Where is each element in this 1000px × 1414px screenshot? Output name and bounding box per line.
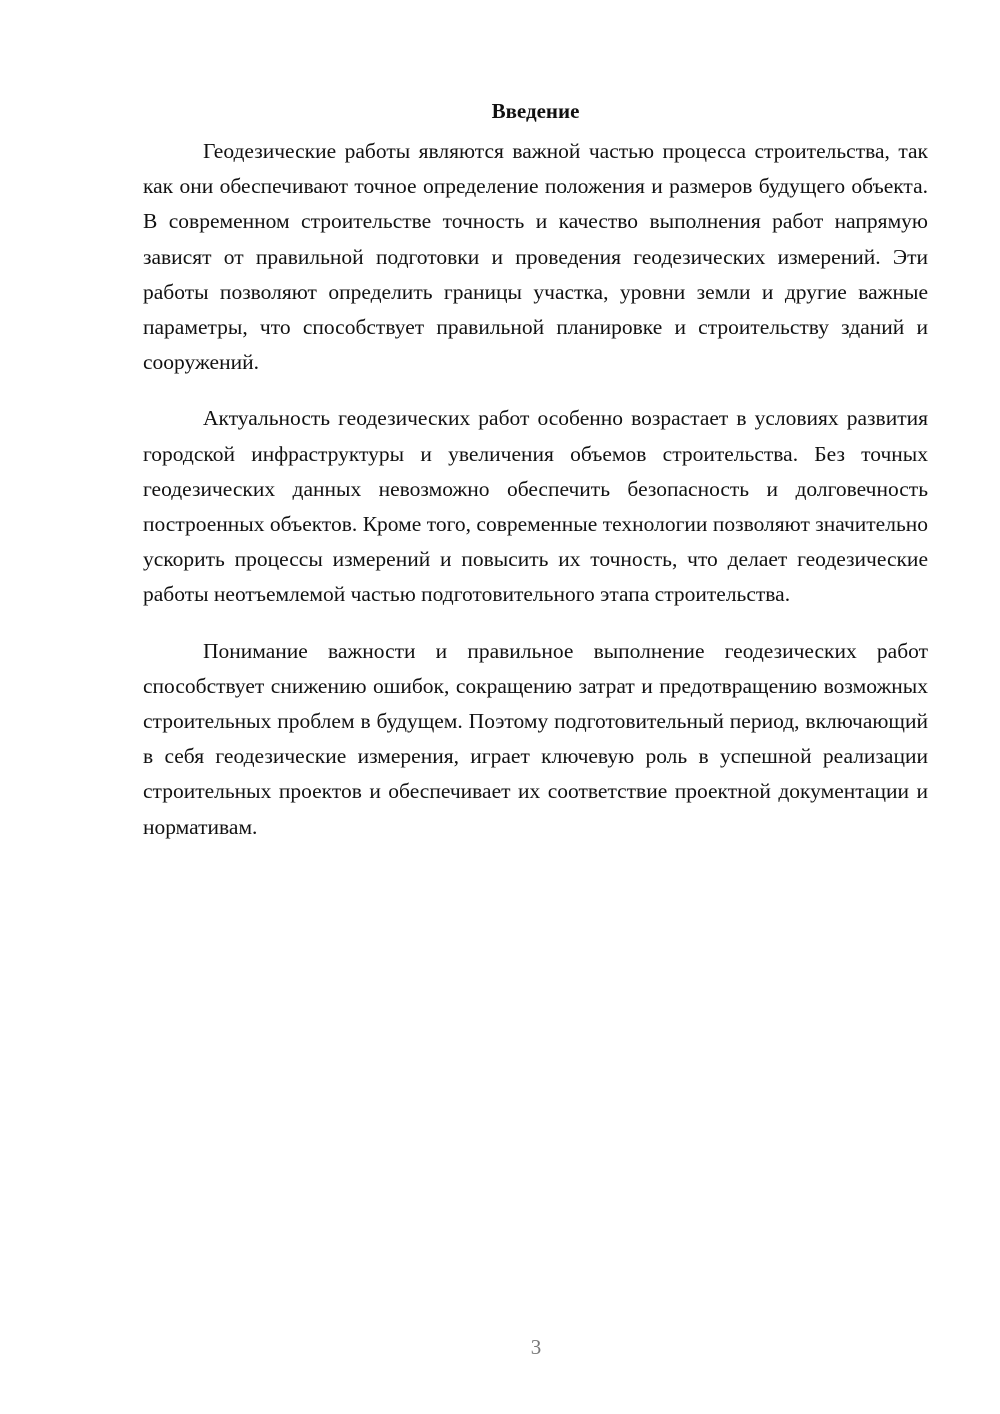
- paragraph-1: Геодезические работы являются важной частью процесса строительства, так как они обеспечивают точное определение положения и размеров будущего объекта. В современном строительстве точность и качество выполнения работ напрямую зависят от правильной подготовки и проведения геодезических измерений. Эти работы позволяют определить границы участка, уровни земли и другие важные параметры, что способствует правильной планировке и строительству зданий и сооружений.: [143, 139, 928, 375]
- page-number: 3: [530, 1335, 542, 1359]
- paragraph-2: Актуальность геодезических работ особенно возрастает в условиях развития городской инфраструктуры и увеличения объемов строительства. Без точных геодезических данных невозможно обеспечить безопасность и долговечность построенных объектов. Кроме того, современные технологии позволяют значительно ускорить процессы измерений и повысить их точность, что делает геодезические работы неотъемлемой частью подготовительного этапа строительства.: [143, 406, 928, 607]
- page-content: [143, 93, 928, 866]
- paragraph-3: Понимание важности и правильное выполнение геодезических работ способствует снижению ошибок, сокращению затрат и предотвращению возможных строительных проблем в будущем. Поэтому подготовительный период, включающий в себя геодезические измерения, играет ключевую роль в успешной реализации строительных проектов и обеспечивает их соответствие проектной документации и нормативам.: [143, 638, 928, 839]
- section-title: Введение: [491, 99, 580, 123]
